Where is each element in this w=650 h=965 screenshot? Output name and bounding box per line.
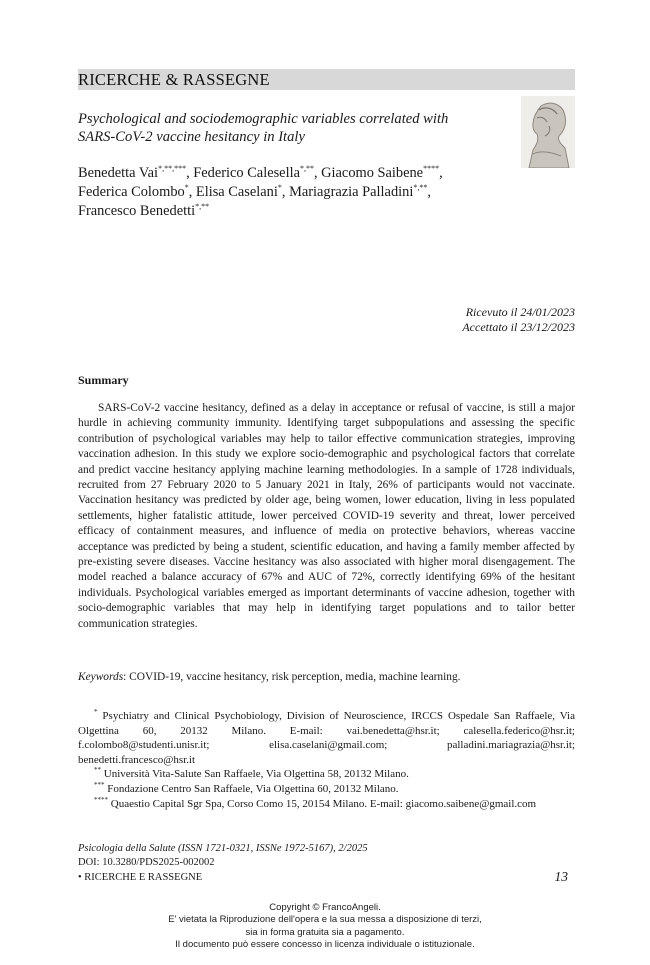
copyright-line: E' vietata la Riproduzione dell'opera e la sua messa a disposizione di terzi,: [168, 914, 482, 926]
author-affiliation-mark: *,**: [195, 202, 210, 211]
author-name: Giacomo Saibene: [321, 165, 424, 181]
footnote: [78, 709, 575, 767]
footnote: [78, 782, 575, 797]
paper-title: [78, 110, 508, 146]
series-label: • RICERCHE E RASSEGNE: [78, 872, 203, 883]
author-name: Benedetta Vai: [78, 165, 159, 181]
journal-citation: Psicologia della Salute (ISSN 1721-0321, ISSNe 1972-5167), 2/2025: [78, 843, 368, 854]
submission-dates: [462, 305, 575, 335]
keywords-text: : COVID-19, vaccine hesitancy, risk perception, media, machine learning.: [123, 671, 461, 683]
copyright-line: sia in forma gratuita sia a pagamento.: [245, 926, 405, 938]
portrait-illustration: [521, 96, 575, 168]
footnote-mark: **: [94, 766, 101, 775]
footnote: [78, 767, 575, 782]
author-affiliation-mark: *,**: [413, 183, 428, 192]
paper-title-line: Psychological and sociodemographic variables correlated with: [78, 111, 449, 127]
author: [78, 184, 196, 200]
author-name: Francesco Benedetti: [78, 203, 196, 219]
author-name: Elisa Caselani: [195, 184, 278, 200]
summary-heading: Summary: [78, 373, 129, 387]
author-affiliation-mark: *: [184, 183, 189, 192]
author-separator: ,: [427, 184, 431, 200]
footnote-mark: ****: [94, 795, 108, 804]
footnote: [78, 797, 575, 812]
keywords: [78, 670, 575, 685]
section-title: RICERCHE & RASSEGNE: [78, 70, 270, 89]
copyright-line: Copyright © FrancoAngeli.: [269, 902, 381, 913]
author: [78, 165, 193, 181]
copyright-line: Il documento può essere concesso in licenza individuale o istituzionale.: [175, 938, 475, 950]
doi: DOI: 10.3280/PDS2025-002002: [78, 857, 215, 868]
author: [196, 184, 289, 200]
affiliation-footnotes: [78, 709, 575, 811]
author: [78, 203, 209, 219]
author-separator: ,: [439, 165, 443, 181]
author-name: Federica Colombo: [78, 184, 185, 200]
author-affiliation-mark: *,**: [299, 164, 314, 173]
footnote-text: Fondazione Centro San Raffaele, Via Olgettina 60, 20132 Milano.: [104, 782, 399, 795]
author-list: [78, 164, 576, 221]
author-separator: ,: [186, 165, 194, 181]
footnote-text: Università Vita-Salute San Raffaele, Via Olgettina 58, 20132 Milano.: [101, 768, 409, 781]
author-name: Federico Calesella: [193, 165, 300, 181]
received-date: Ricevuto il 24/01/2023: [465, 305, 575, 319]
footnote-mark: ***: [94, 780, 105, 789]
copyright-notice: [0, 902, 650, 951]
paper-title-line: SARS-CoV-2 vaccine hesitancy in Italy: [78, 129, 305, 145]
abstract-text: SARS-CoV-2 vaccine hesitancy, defined as a delay in acceptance or refusal of vaccine, is still a major hurdle in achieving community immunity. Identifying target subpopulations and assessing the specific contribution of psychological variables may help to tailor effective communication strategies, improving vaccination adhesion. In this study we explore socio-demographic and psychological factors that correlate and predict vaccine hesitancy applying machine learning methodologies. In a sample of 1728 individuals, recruited from 27 February 2020 to 5 January 2021 in Italy, 26% of participants would not vaccinate. Vaccination hesitancy was predicted by older age, being women, lower education, living in less populated settlements, higher fatalistic attitude, lower perceived COVID-19 severity and threat, lower perceived efficacy of containment measures, and influence of media on protective behaviors, whereas vaccine acceptance was predicted by being a student, scientific education, and having a family member affected by pre-existing severe diseases. Vaccine hesitancy was also associated with higher moral disengagement. The model reached a balance accuracy of 67% and AUC of 72%, correctly identifying 69% of the hesitant individuals. Psychological variables emerged as important determinants of vaccine adhesion, together with socio-demographic variables that may help in identifying target populations and to tailor better communication strategies.: [78, 402, 575, 630]
footnote-text: Quaestio Capital Sgr Spa, Corso Como 15, 20154 Milano. E-mail: giacomo.saibene@gmail.com: [108, 797, 537, 810]
author-affiliation-mark: *,**,***: [158, 164, 187, 173]
author-affiliation-mark: *: [277, 183, 282, 192]
author-name: Mariagrazia Palladini: [289, 184, 414, 200]
author-affiliation-mark: ****: [423, 164, 440, 173]
keywords-label: Keywords: [78, 671, 124, 683]
author-separator: ,: [281, 184, 290, 200]
author: [321, 165, 443, 181]
author: [289, 184, 431, 200]
section-header-bar: [78, 69, 575, 90]
author-separator: ,: [188, 184, 196, 200]
footnote-text: Psychiatry and Clinical Psychobiology, Division of Neuroscience, IRCCS Ospedale San Raffaele, Via Olgettina 60, 20132 Milano. E-mail: vai.benedetta@hsr.it; calesella.federico@hsr.it; f.colombo8@studenti.unisr.it; elisa.caselani@gmail.com; palladini.mariagrazia@hsr.it; benedetti.francesco@hsr.it: [78, 710, 575, 766]
page-number: 13: [554, 869, 568, 884]
author: [193, 165, 321, 181]
accepted-date: Accettato il 23/12/2023: [462, 320, 575, 334]
footnote-mark: *: [94, 708, 98, 716]
author-separator: ,: [313, 165, 322, 181]
